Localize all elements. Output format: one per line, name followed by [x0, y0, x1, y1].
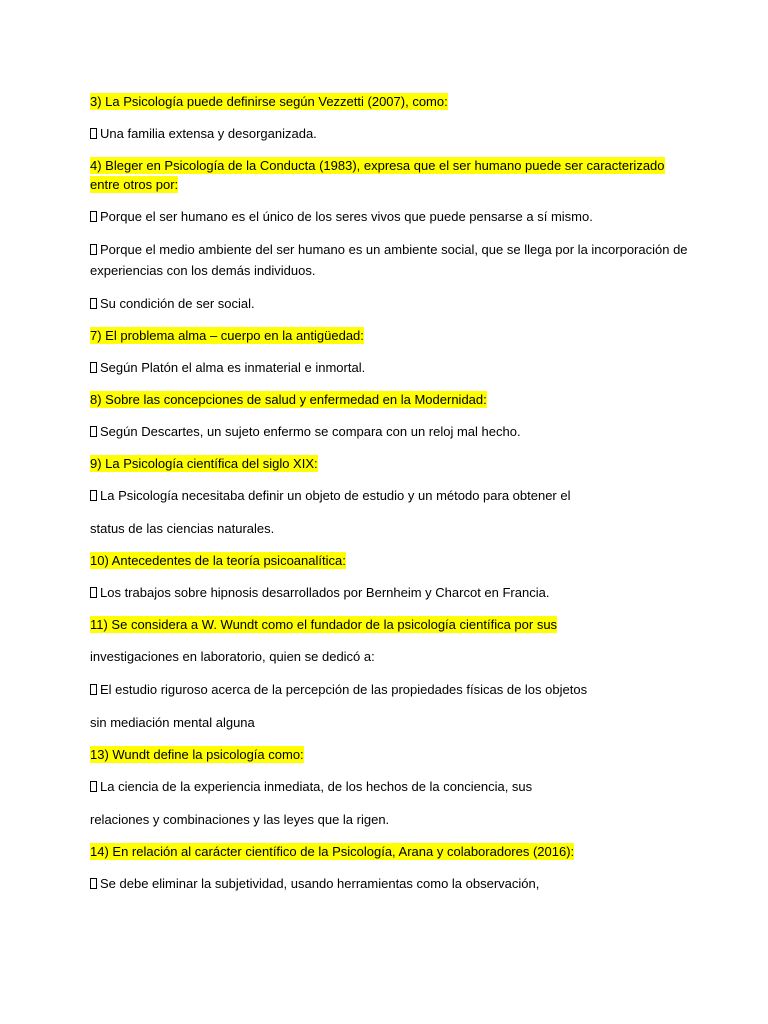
question-14-text: 14) En relación al carácter científico de la Psicología, Arana y colaboradores (2016):	[90, 844, 575, 859]
checkbox-icon	[90, 878, 97, 889]
checkbox-icon	[90, 362, 97, 373]
checkbox-icon	[90, 781, 97, 792]
checkbox-icon	[90, 244, 97, 255]
question-7	[90, 326, 690, 345]
question-4	[90, 156, 690, 194]
question-13-text: 13) Wundt define la psicología como:	[90, 747, 304, 762]
checkbox-icon	[90, 587, 97, 598]
answer-4b	[90, 239, 690, 281]
question-3	[90, 92, 690, 111]
answer-10	[90, 582, 690, 603]
answer-3	[90, 123, 690, 144]
question-9-text: 9) La Psicología científica del siglo XIX:	[90, 456, 318, 471]
checkbox-icon	[90, 128, 97, 139]
question-8	[90, 390, 690, 409]
answer-8	[90, 421, 690, 442]
question-11-continuation: investigaciones en laboratorio, quien se dedicó a:	[90, 649, 375, 664]
question-4-text: 4) Bleger en Psicología de la Conducta (1983), expresa que el ser humano puede ser caracterizado entre otros por:	[90, 158, 665, 192]
question-11-text: 11) Se considera a W. Wundt como el fundador de la psicología científica por sus	[90, 617, 558, 632]
question-13	[90, 745, 690, 764]
question-7-text: 7) El problema alma – cuerpo en la antigüedad:	[90, 328, 364, 343]
checkbox-icon	[90, 211, 97, 222]
answer-4b-text: Porque el medio ambiente del ser humano es un ambiente social, que se llega por la incorporación de experiencias con los demás individuos.	[90, 242, 688, 278]
question-8-text: 8) Sobre las concepciones de salud y enfermedad en la Modernidad:	[90, 392, 487, 407]
question-10	[90, 551, 690, 570]
answer-4a-text: Porque el ser humano es el único de los seres vivos que puede pensarse a sí mismo.	[100, 209, 593, 224]
checkbox-icon	[90, 298, 97, 309]
question-11	[90, 615, 690, 634]
answer-9-continuation: status de las ciencias naturales.	[90, 521, 275, 536]
answer-4c-text: Su condición de ser social.	[100, 296, 255, 311]
answer-14	[90, 873, 690, 894]
answer-9-text: La Psicología necesitaba definir un objeto de estudio y un método para obtener el	[100, 488, 571, 503]
checkbox-icon	[90, 426, 97, 437]
answer-11	[90, 679, 690, 700]
answer-7	[90, 357, 690, 378]
answer-11-text: El estudio riguroso acerca de la percepción de las propiedades físicas de los objetos	[100, 682, 588, 697]
question-10-text: 10) Antecedentes de la teoría psicoanalítica:	[90, 553, 346, 568]
answer-9	[90, 485, 690, 506]
answer-10-text: Los trabajos sobre hipnosis desarrollados por Bernheim y Charcot en Francia.	[100, 585, 550, 600]
question-9	[90, 454, 690, 473]
answer-8-text: Según Descartes, un sujeto enfermo se compara con un reloj mal hecho.	[100, 424, 521, 439]
answer-7-text: Según Platón el alma es inmaterial e inmortal.	[100, 360, 366, 375]
answer-13-text: La ciencia de la experiencia inmediata, de los hechos de la conciencia, sus	[100, 779, 533, 794]
question-14	[90, 842, 690, 861]
answer-4c	[90, 293, 690, 314]
answer-4a	[90, 206, 690, 227]
checkbox-icon	[90, 684, 97, 695]
checkbox-icon	[90, 490, 97, 501]
answer-3-text: Una familia extensa y desorganizada.	[100, 126, 317, 141]
answer-13	[90, 776, 690, 797]
document-body	[90, 92, 690, 906]
answer-11-continuation: sin mediación mental alguna	[90, 715, 255, 730]
question-3-text: 3) La Psicología puede definirse según Vezzetti (2007), como:	[90, 94, 448, 109]
answer-13-continuation: relaciones y combinaciones y las leyes que la rigen.	[90, 812, 390, 827]
answer-14-text: Se debe eliminar la subjetividad, usando herramientas como la observación,	[100, 876, 540, 891]
